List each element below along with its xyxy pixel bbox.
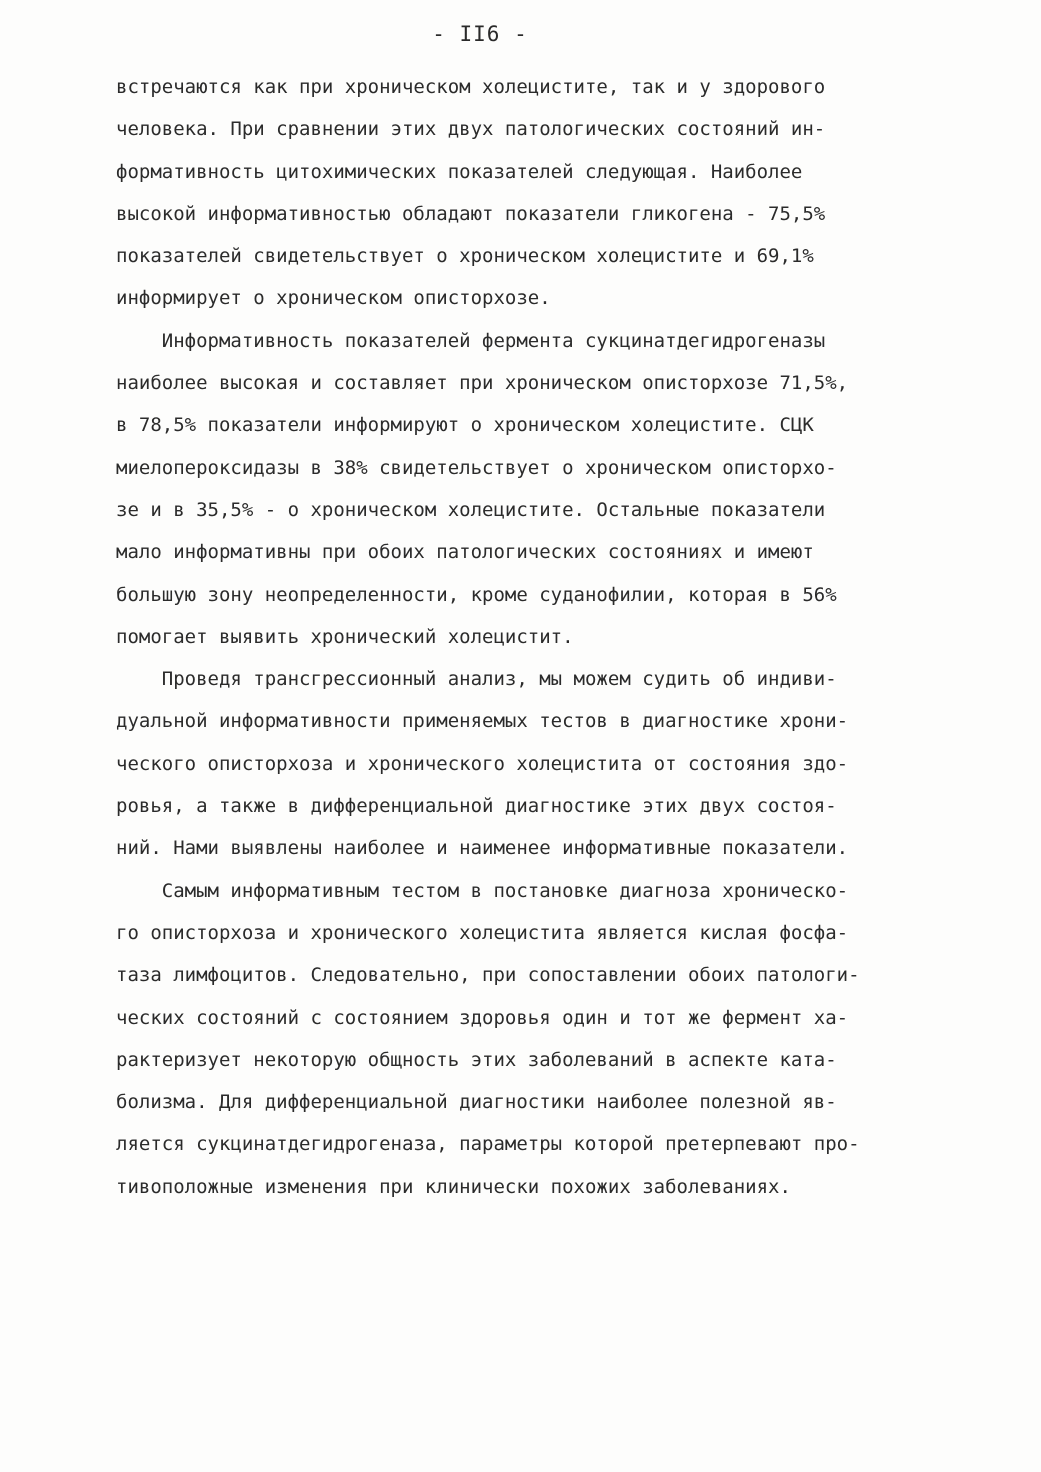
text-line: Самым информативным тестом в постановке диагноза хроническо- <box>116 879 849 902</box>
text-line: наиболее высокая и составляет при хроническом описторхозе 71,5%, <box>116 372 849 395</box>
text-line: формативность цитохимических показателей следующая. Наиболее <box>116 160 803 183</box>
text-line: помогает выявить хронический холецистит. <box>116 625 574 648</box>
text-line: зе и в 35,5% - о хроническом холецистите. Остальные показатели <box>116 498 826 521</box>
text-line: миелопероксидазы в 38% свидетельствует о хроническом описторхо- <box>116 456 837 479</box>
paragraph <box>116 870 976 1208</box>
paragraph <box>116 320 976 658</box>
text-line: показателей свидетельствует о хроническом холецистите и 69,1% <box>116 245 814 268</box>
text-line: дуальной информативности применяемых тестов в диагностике хрони- <box>116 710 849 733</box>
text-line: мало информативны при обоих патологических состояниях и имеют <box>116 541 814 564</box>
text-line: ческих состояний с состоянием здоровья один и тот же фермент ха- <box>116 1006 849 1029</box>
text-line: тивоположные изменения при клинически похожих заболеваниях. <box>116 1175 791 1198</box>
text-line: ровья, а также в дифференциальной диагностике этих двух состоя- <box>116 795 837 818</box>
text-line: ний. Нами выявлены наиболее и наименее информативные показатели. <box>116 837 849 860</box>
text-line: большую зону неопределенности, кроме суданофилии, которая в 56% <box>116 583 837 606</box>
text-line: Проведя трансгрессионный анализ, мы можем судить об индиви- <box>116 668 837 691</box>
text-line: го описторхоза и хронического холецистита является кислая фосфа- <box>116 921 849 944</box>
text-line: ляется сукцинатдегидрогеназа, параметры которой претерпевают про- <box>116 1133 860 1156</box>
text-line: человека. При сравнении этих двух патологических состояний ин- <box>116 118 826 141</box>
text-line: Информативность показателей фермента сукцинатдегидрогеназы <box>116 329 826 352</box>
page-number: - II6 - <box>432 22 528 46</box>
text-line: болизма. Для дифференциальной диагностики наиболее полезной яв- <box>116 1091 837 1114</box>
text-line: встречаются как при хроническом холецистите, так и у здорового <box>116 76 826 98</box>
text-line: информирует о хроническом описторхозе. <box>116 287 551 310</box>
text-line: в 78,5% показатели информируют о хроническом холецистите. СЦК <box>116 414 814 437</box>
text-line: таза лимфоцитов. Следовательно, при сопоставлении обоих патологи- <box>116 964 860 987</box>
document-body <box>116 66 976 1208</box>
paragraph <box>116 66 976 320</box>
paragraph <box>116 658 976 869</box>
text-line: ческого описторхоза и хронического холецистита от состояния здо- <box>116 752 849 775</box>
text-line: рактеризует некоторую общность этих заболеваний в аспекте ката- <box>116 1048 837 1071</box>
text-line: высокой информативностью обладают показатели гликогена - 75,5% <box>116 202 826 225</box>
